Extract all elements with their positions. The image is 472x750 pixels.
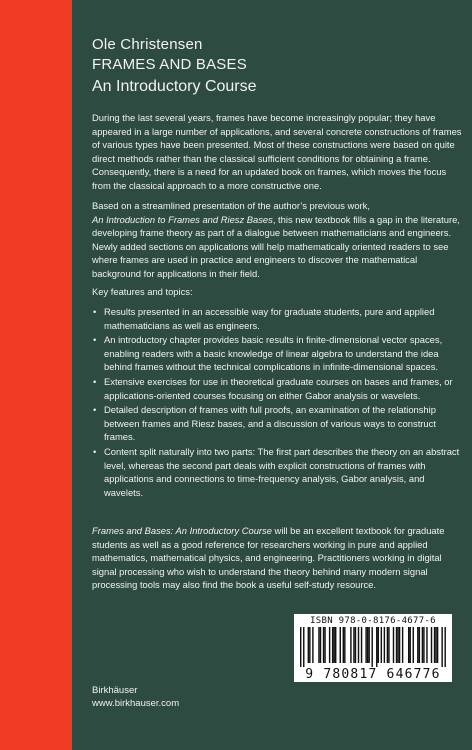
features-heading: Key features and topics: (92, 286, 193, 297)
publisher-name: Birkhäuser (92, 685, 138, 696)
feature-item: • Detailed description of frames with full proofs, an examination of the relationship between frames and Riesz bases, and a discussion of various ways to construct frames. (92, 403, 464, 444)
previous-work-rest: , this new textbook fills a gap in the literature, developing frame theory as part of a dialogue between mathematicians and engineers. Newly added sections on applications will help mathematically oriented readers to see where frames are used in practice and engineers to discover the mathematical background for applications in their field. (92, 213, 460, 279)
isbn-number: ISBN 978-0-8176-4677-6 (310, 616, 436, 626)
closing-paragraph (92, 524, 464, 592)
author-name: Ole Christensen (92, 36, 203, 53)
publisher-website: www.birkhauser.com (92, 698, 180, 709)
intro-paragraph: During the last several years, frames have become increasingly popular; they have appeared in a large number of applications, and several concrete constructions of frames of various types have been presented. Most of these constructions were based on quite direct methods rather than the classical sufficient conditions for obtaining a frame. Consequently, there is a need for an updated book on frames, which moves the focus from the classical approach to a more constructive one. (92, 112, 462, 191)
barcode-icon (300, 627, 446, 667)
feature-item: • Extensive exercises for use in theoretical graduate courses on bases and frames, or applications-oriented courses focusing on either Gabor analysis or wavelets. (92, 375, 464, 402)
closing-book-title: Frames and Bases: An Introductory Course (92, 525, 272, 536)
previous-work-lead: Based on a streamlined presentation of the author’s previous work, (92, 200, 370, 211)
feature-item: • Results presented in an accessible way for graduate students, pure and applied mathematicians as well as engineers. (92, 305, 464, 332)
book-title: FRAMES AND BASES (92, 56, 247, 73)
feature-item: • An introductory chapter provides basic results in finite-dimensional vector spaces, enabling readers with a basic knowledge of linear algebra to understand the idea behind frames without the technical complications in infinite-dimensional spaces. (92, 333, 464, 374)
previous-work-title: An Introduction to Frames and Riesz Bases (92, 213, 273, 225)
red-accent-strip (0, 0, 72, 750)
barcode-label (294, 614, 452, 682)
previous-work-paragraph (92, 199, 464, 281)
feature-item: • Content split naturally into two parts: The first part describes the theory on an abstract level, whereas the second part deals with explicit constructions of frames with applications and connections to time-frequency analysis, Gabor analysis, and wavelets. (92, 445, 464, 499)
features-list (92, 305, 464, 500)
book-subtitle: An Introductory Course (92, 78, 257, 95)
closing-rest: will be an excellent textbook for graduate students as well as a good reference for researchers working in pure and applied mathematics, mathematical physics, and engineering. Practitioners working in digital signal processing who wish to understand the theory behind many modern signal processing tools may also find the book a useful self-study resource. (92, 525, 445, 591)
ean-number: 9 780817 646776 (305, 667, 441, 682)
